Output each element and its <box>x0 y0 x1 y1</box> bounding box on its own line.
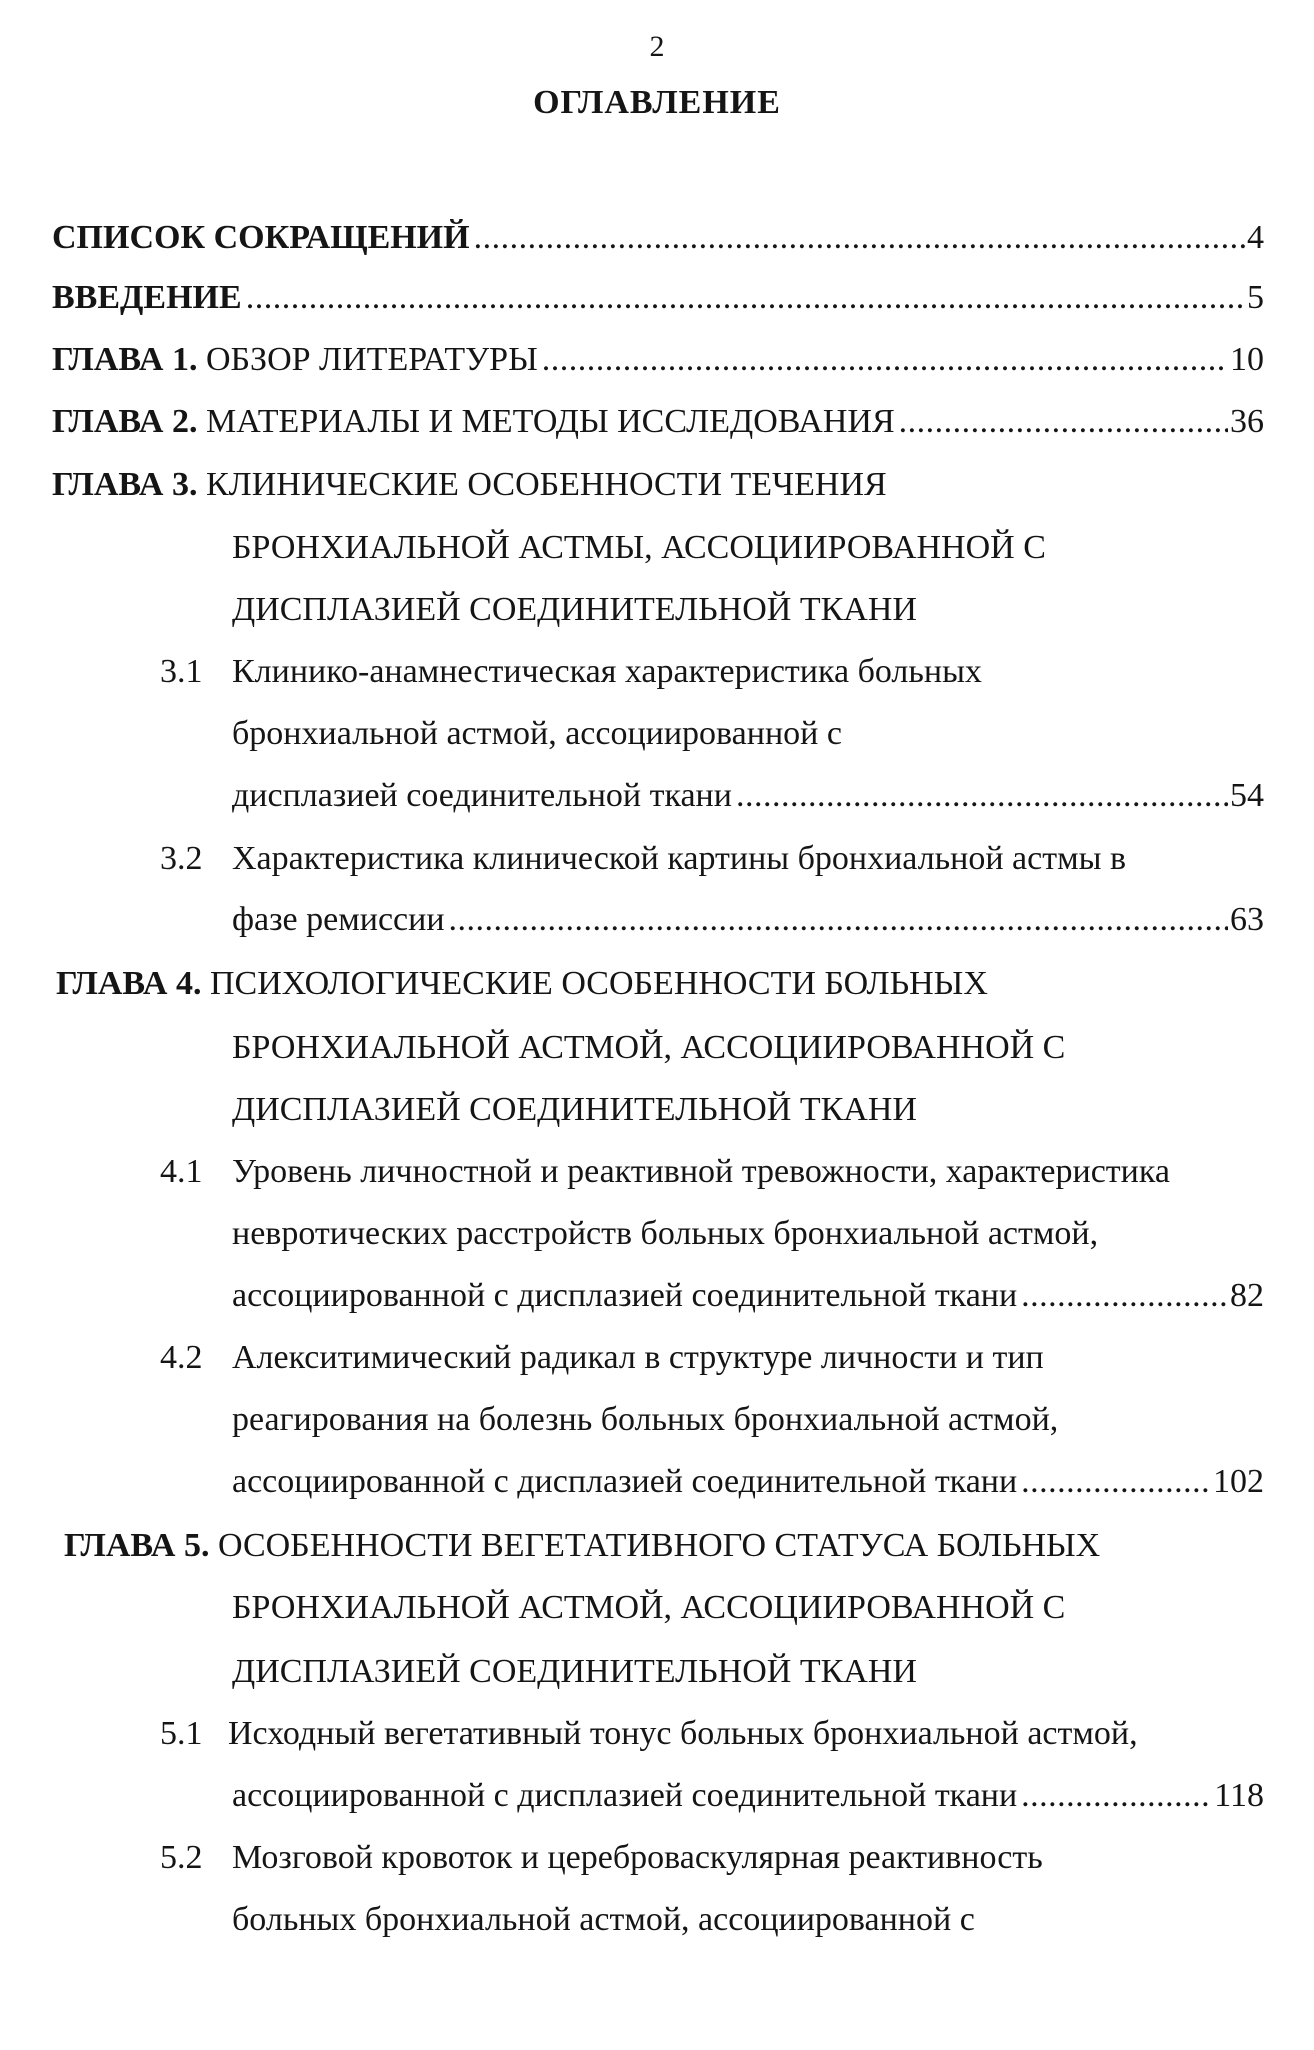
chapter-title: ОБЗОР ЛИТЕРАТУРЫ <box>205 341 538 378</box>
chapter-title: МАТЕРИАЛЫ И МЕТОДЫ ИССЛЕДОВАНИЯ <box>205 403 895 440</box>
section-number: 3.2 <box>160 840 203 877</box>
leader-dots <box>542 340 1228 380</box>
chapter-title-line: БРОНХИАЛЬНОЙ АСТМЫ, АССОЦИИРОВАННОЙ С <box>232 529 1046 566</box>
section-number: 5.2 <box>160 1839 203 1876</box>
toc-entry-section-3-2[interactable] <box>232 900 1264 940</box>
section-title-line[interactable]: реагирования на болезнь больных бронхиальной астмой, <box>232 1401 1059 1438</box>
section-title-line: дисплазией соединительной ткани <box>232 777 732 814</box>
leader-dots <box>736 776 1228 816</box>
toc-page-number: 54 <box>1230 777 1264 814</box>
page-number: 2 <box>649 30 665 63</box>
toc-entry-section-3-1[interactable] <box>232 776 1264 816</box>
toc-entry-abbreviations[interactable] <box>52 218 1264 258</box>
section-title-line[interactable]: бронхиальной астмой, ассоциированной с <box>232 715 842 752</box>
chapter-title-line: ДИСПЛАЗИЕЙ СОЕДИНИТЕЛЬНОЙ ТКАНИ <box>232 591 917 628</box>
section-title-line: ассоциированной с дисплазией соединительной ткани <box>232 1777 1018 1814</box>
toc-entry-introduction[interactable] <box>52 278 1264 318</box>
section-number: 4.2 <box>160 1339 203 1376</box>
toc-entry-label: ВВЕДЕНИЕ <box>52 279 242 316</box>
toc-entry-chapter-5[interactable] <box>64 1526 1100 1566</box>
section-title-line: ассоциированной с дисплазией соединительной ткани <box>232 1277 1018 1314</box>
chapter-prefix: ГЛАВА 2. <box>52 403 198 440</box>
toc-entry-chapter-1[interactable] <box>52 340 1264 380</box>
leader-dots <box>899 402 1228 442</box>
toc-entry-section-4-1[interactable] <box>232 1276 1264 1316</box>
section-number: 5.1 <box>160 1715 203 1752</box>
chapter-prefix: ГЛАВА 4. <box>56 965 202 1002</box>
chapter-title-line: ПСИХОЛОГИЧЕСКИЕ ОСОБЕННОСТИ БОЛЬНЫХ <box>209 965 988 1002</box>
chapter-title-line: БРОНХИАЛЬНОЙ АСТМОЙ, АССОЦИИРОВАННОЙ С <box>232 1029 1066 1066</box>
section-title-line[interactable]: Характеристика клинической картины бронхиальной астмы в <box>232 840 1127 877</box>
section-title-line[interactable]: Уровень личностной и реактивной тревожности, характеристика <box>232 1153 1170 1190</box>
toc-page-number: 5 <box>1247 279 1264 316</box>
section-title-line[interactable]: Клинико-анамнестическая характеристика больных <box>232 653 982 690</box>
toc-entry-chapter-2[interactable] <box>52 402 1264 442</box>
toc-entry-section-5-1[interactable] <box>232 1776 1264 1816</box>
leader-dots <box>449 900 1228 940</box>
section-title-line[interactable]: больных бронхиальной астмой, ассоциированной с <box>232 1901 975 1938</box>
toc-page-number: 63 <box>1230 901 1264 938</box>
chapter-prefix: ГЛАВА 5. <box>64 1527 210 1564</box>
chapter-prefix: ГЛАВА 3. <box>52 466 198 503</box>
leader-dots <box>1021 1776 1212 1816</box>
section-title-line[interactable]: Исходный вегетативный тонус больных бронхиальной астмой, <box>228 1715 1138 1752</box>
toc-page-number: 102 <box>1213 1463 1264 1500</box>
leader-dots <box>246 278 1245 318</box>
leader-dots <box>1021 1276 1228 1316</box>
section-title-line: фазе ремиссии <box>232 901 445 938</box>
leader-dots <box>474 218 1245 258</box>
section-title-line: ассоциированной с дисплазией соединительной ткани <box>232 1463 1018 1500</box>
section-title-line[interactable]: невротических расстройств больных бронхиальной астмой, <box>232 1215 1099 1252</box>
toc-page-number: 10 <box>1230 341 1264 378</box>
chapter-title-line: БРОНХИАЛЬНОЙ АСТМОЙ, АССОЦИИРОВАННОЙ С <box>232 1589 1066 1626</box>
toc-page-number: 118 <box>1214 1777 1264 1814</box>
toc-entry-section-4-2[interactable] <box>232 1462 1264 1502</box>
section-title-line[interactable]: Алекситимический радикал в структуре личности и тип <box>232 1339 1044 1376</box>
section-number: 4.1 <box>160 1153 203 1190</box>
toc-entry-chapter-4[interactable] <box>56 964 988 1004</box>
chapter-title-line: ДИСПЛАЗИЕЙ СОЕДИНИТЕЛЬНОЙ ТКАНИ <box>232 1653 917 1690</box>
section-number: 3.1 <box>160 653 203 690</box>
chapter-title-line: ОСОБЕННОСТИ ВЕГЕТАТИВНОГО СТАТУСА БОЛЬНЫХ <box>217 1527 1101 1564</box>
toc-entry-label: СПИСОК СОКРАЩЕНИЙ <box>52 219 470 256</box>
toc-page-number: 36 <box>1230 403 1264 440</box>
page-title: ОГЛАВЛЕНИЕ <box>533 84 781 121</box>
chapter-title-line: ДИСПЛАЗИЕЙ СОЕДИНИТЕЛЬНОЙ ТКАНИ <box>232 1091 917 1128</box>
toc-page-number: 82 <box>1230 1277 1264 1314</box>
toc-entry-chapter-3[interactable] <box>52 465 887 505</box>
chapter-prefix: ГЛАВА 1. <box>52 341 198 378</box>
toc-page-number: 4 <box>1247 219 1264 256</box>
leader-dots <box>1021 1462 1211 1502</box>
chapter-title-line: КЛИНИЧЕСКИЕ ОСОБЕННОСТИ ТЕЧЕНИЯ <box>205 466 887 503</box>
section-title-line[interactable]: Мозговой кровоток и цереброваскулярная реактивность <box>232 1839 1043 1876</box>
